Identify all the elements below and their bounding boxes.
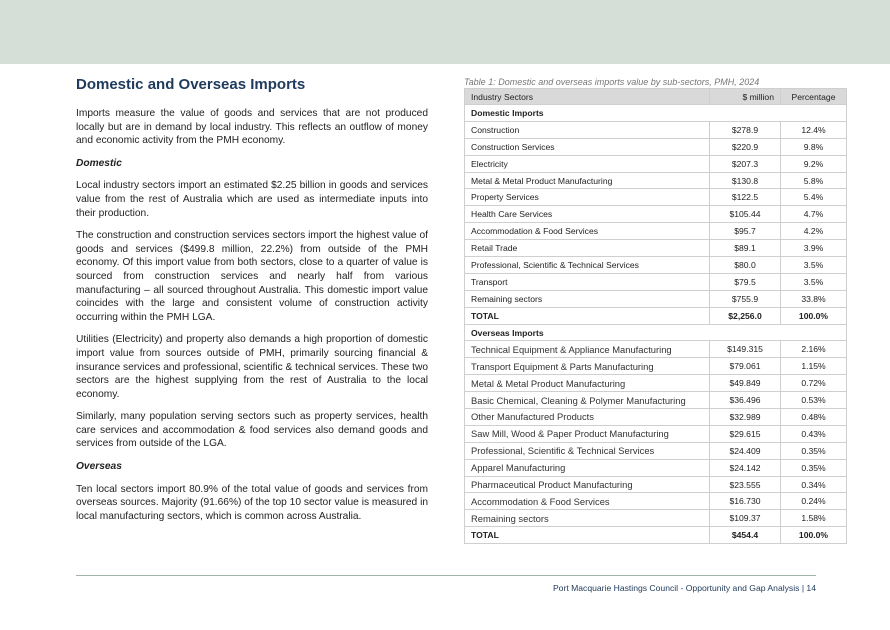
percentage-cell: 5.8% [781, 172, 847, 189]
value-cell: $130.8 [710, 172, 781, 189]
sector-cell: Property Services [465, 189, 710, 206]
table-row [465, 375, 847, 392]
percentage-cell: 100.0% [781, 307, 847, 324]
table-row [465, 358, 847, 375]
table-row [465, 121, 847, 138]
percentage-cell: 0.53% [781, 392, 847, 409]
percentage-cell: 9.8% [781, 138, 847, 155]
table-row [465, 341, 847, 358]
intro-paragraph: Imports measure the value of goods and services that are not produced locally but are in demand by local industry. This reflects an outflow of money and economic activity from the PMH economy. [76, 108, 428, 147]
sector-cell: Accommodation & Food Services [465, 223, 710, 240]
value-cell: $95.7 [710, 223, 781, 240]
sector-cell: Other Manufactured Products [465, 409, 710, 426]
sector-cell: Technical Equipment & Appliance Manufacturing [465, 341, 710, 358]
sector-cell: Metal & Metal Product Manufacturing [465, 375, 710, 392]
overseas-subheading: Overseas [76, 461, 122, 473]
value-cell: $220.9 [710, 138, 781, 155]
percentage-cell: 33.8% [781, 290, 847, 307]
value-cell: $24.409 [710, 442, 781, 459]
value-cell: $16.730 [710, 493, 781, 510]
sector-cell: Apparel Manufacturing [465, 459, 710, 476]
col-header-value: $ million [710, 89, 781, 105]
value-cell: $79.5 [710, 273, 781, 290]
section-header-row [465, 324, 847, 341]
table-row [465, 290, 847, 307]
sector-cell: Accommodation & Food Services [465, 493, 710, 510]
percentage-cell: 1.15% [781, 358, 847, 375]
col-header-sector: Industry Sectors [465, 89, 710, 105]
domestic-paragraph-2: The construction and construction services sectors import the highest value of goods and services ($499.8 million, 22.2%) from outside of the PMH economy. Of this import value from both sectors, close to a quarter of value is sourced from construction services and nearly half from various manufacturing – all sourced throughout Australia. This domestic import value coincides with the large and consistent volume of construction activity occurring within the PMH LGA. [76, 230, 428, 323]
value-cell: $23.555 [710, 476, 781, 493]
table-row [465, 155, 847, 172]
percentage-cell: 0.34% [781, 476, 847, 493]
table-row [465, 273, 847, 290]
domestic-subheading: Domestic [76, 157, 122, 169]
text-column [76, 76, 428, 532]
value-cell: $278.9 [710, 121, 781, 138]
total-row [465, 527, 847, 544]
percentage-cell: 9.2% [781, 155, 847, 172]
value-cell: $149.315 [710, 341, 781, 358]
sector-cell: Remaining sectors [465, 510, 710, 527]
table-row [465, 206, 847, 223]
sector-cell: Basic Chemical, Cleaning & Polymer Manufacturing [465, 392, 710, 409]
percentage-cell: 5.4% [781, 189, 847, 206]
section-title: Overseas Imports [465, 324, 847, 341]
value-cell: $89.1 [710, 240, 781, 257]
col-header-percentage: Percentage [781, 89, 847, 105]
table-row [465, 409, 847, 426]
table-row [465, 493, 847, 510]
percentage-cell: 100.0% [781, 527, 847, 544]
value-cell: $755.9 [710, 290, 781, 307]
value-cell: $2,256.0 [710, 307, 781, 324]
percentage-cell: 0.24% [781, 493, 847, 510]
domestic-paragraph-3: Utilities (Electricity) and property also demands a high proportion of domestic import value from sources outside of PMH, primarily sourcing financial & insurance services and professional, scientific & technical services. These two sectors are the highest supplying from the rest of Australia to the local economy. [76, 334, 429, 400]
percentage-cell: 0.35% [781, 442, 847, 459]
section-header-row [465, 105, 847, 122]
table-row [465, 223, 847, 240]
sector-cell: Professional, Scientific & Technical Services [465, 257, 710, 274]
table-row [465, 189, 847, 206]
table-row [465, 425, 847, 442]
table-row [465, 392, 847, 409]
sector-cell: Remaining sectors [465, 290, 710, 307]
value-cell: $79.061 [710, 358, 781, 375]
sector-cell: Retail Trade [465, 240, 710, 257]
percentage-cell: 3.5% [781, 273, 847, 290]
percentage-cell: 2.16% [781, 341, 847, 358]
total-row [465, 307, 847, 324]
table-row [465, 442, 847, 459]
imports-table [464, 88, 847, 544]
table-body [465, 105, 847, 544]
header-band [0, 0, 890, 64]
value-cell: $207.3 [710, 155, 781, 172]
table-row [465, 459, 847, 476]
value-cell: $32.989 [710, 409, 781, 426]
value-cell: $454.4 [710, 527, 781, 544]
sector-cell: Construction [465, 121, 710, 138]
sector-cell: Saw Mill, Wood & Paper Product Manufacturing [465, 425, 710, 442]
table-row [465, 240, 847, 257]
overseas-paragraph: Ten local sectors import 80.9% of the total value of goods and services from overseas sources. Majority (91.66%) of the top 10 sector value is measured in local manufacturing sectors, which is common across Australia. [76, 483, 428, 522]
table-row [465, 257, 847, 274]
sector-cell: Transport Equipment & Parts Manufacturing [465, 358, 710, 375]
value-cell: $24.142 [710, 459, 781, 476]
percentage-cell: 12.4% [781, 121, 847, 138]
table-row [465, 510, 847, 527]
table-caption: Table 1: Domestic and overseas imports value by sub-sectors, PMH, 2024 [464, 77, 760, 87]
section-title: Domestic Imports [465, 105, 847, 122]
domestic-paragraph-4: Similarly, many population serving sectors such as property services, health care services and accommodation & food services also demand goods and services from outside of the LGA. [76, 411, 428, 450]
footer-divider [76, 575, 816, 576]
sector-cell: Transport [465, 273, 710, 290]
domestic-paragraph-1: Local industry sectors import an estimated $2.25 billion in goods and services value from the rest of Australia which are used as intermediate inputs into their production. [76, 180, 428, 219]
value-cell: $105.44 [710, 206, 781, 223]
sector-cell: Electricity [465, 155, 710, 172]
sector-cell: Construction Services [465, 138, 710, 155]
table-row [465, 476, 847, 493]
table-header-row [465, 89, 847, 105]
page-heading: Domestic and Overseas Imports [76, 76, 306, 93]
value-cell: $80.0 [710, 257, 781, 274]
sector-cell: Metal & Metal Product Manufacturing [465, 172, 710, 189]
percentage-cell: 0.48% [781, 409, 847, 426]
page-footer: Port Macquarie Hastings Council - Opportunity and Gap Analysis | 14 [552, 583, 816, 593]
sector-cell: TOTAL [465, 527, 710, 544]
sector-cell: Professional, Scientific & Technical Services [465, 442, 710, 459]
percentage-cell: 3.5% [781, 257, 847, 274]
sector-cell: Pharmaceutical Product Manufacturing [465, 476, 710, 493]
percentage-cell: 0.72% [781, 375, 847, 392]
percentage-cell: 3.9% [781, 240, 847, 257]
percentage-cell: 0.35% [781, 459, 847, 476]
value-cell: $122.5 [710, 189, 781, 206]
value-cell: $49.849 [710, 375, 781, 392]
sector-cell: Health Care Services [465, 206, 710, 223]
percentage-cell: 4.2% [781, 223, 847, 240]
sector-cell: TOTAL [465, 307, 710, 324]
table-row [465, 172, 847, 189]
value-cell: $109.37 [710, 510, 781, 527]
percentage-cell: 0.43% [781, 425, 847, 442]
percentage-cell: 4.7% [781, 206, 847, 223]
percentage-cell: 1.58% [781, 510, 847, 527]
value-cell: $29.615 [710, 425, 781, 442]
table-row [465, 138, 847, 155]
value-cell: $36.496 [710, 392, 781, 409]
